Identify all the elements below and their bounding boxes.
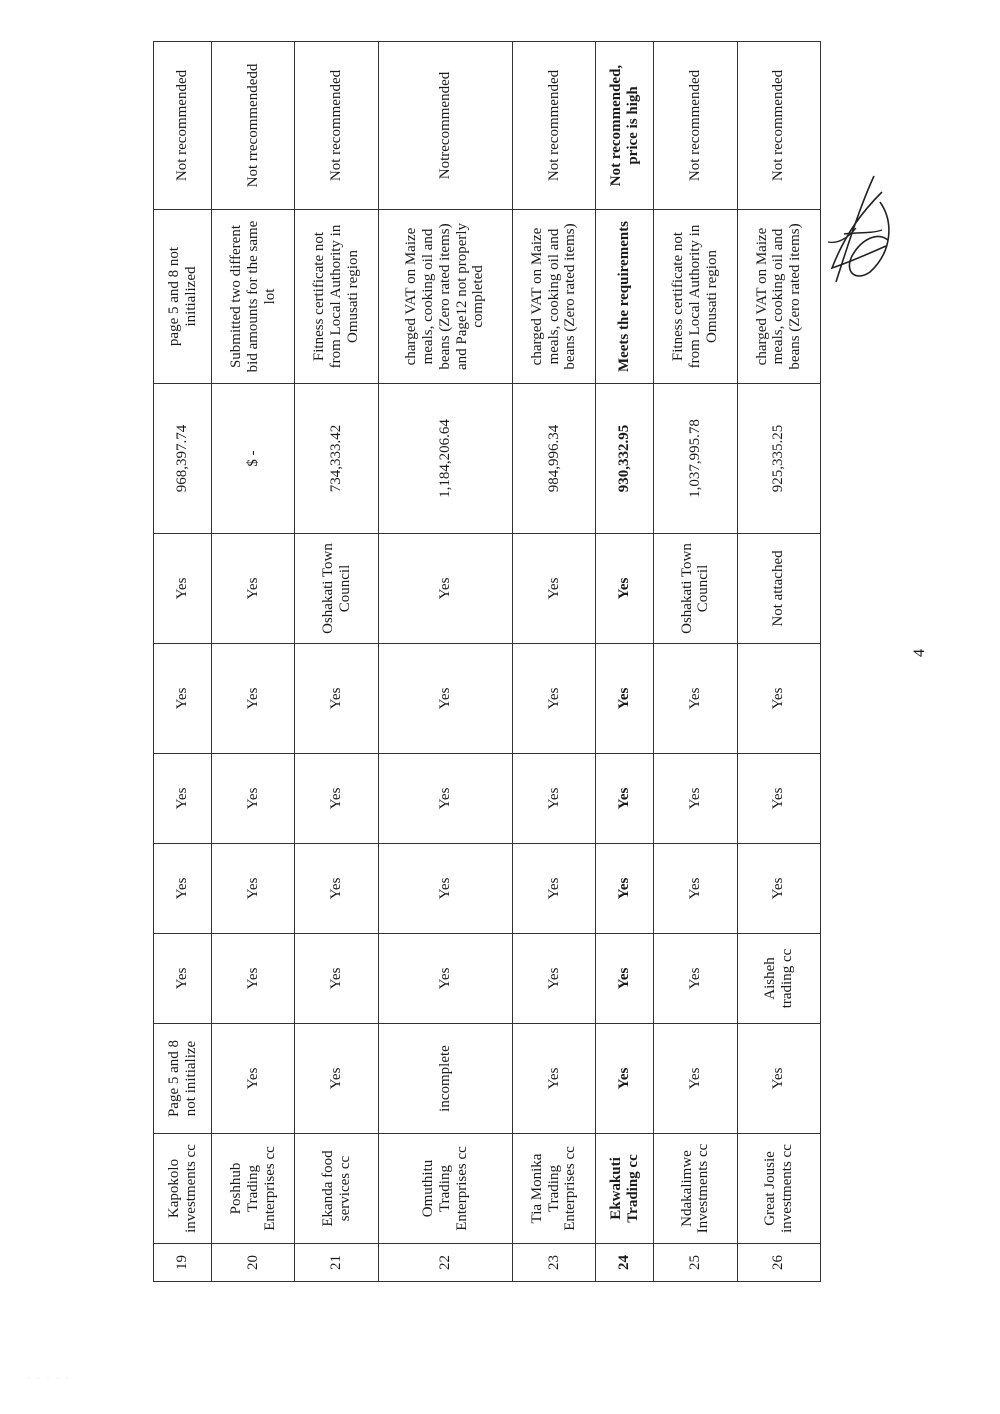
evaluation-comment-cell: Fitness certificate not from Local Authority in Omusati region — [654, 210, 737, 384]
criterion-2-cell: Yes — [654, 934, 737, 1024]
bid-amount-cell: $ - — [212, 384, 295, 534]
evaluation-comment-cell: charged VAT on Maize meals, cooking oil and beans (Zero rated items) — [512, 210, 595, 384]
table-body — [154, 42, 821, 1282]
bid-amount-cell: 1,184,206.64 — [378, 384, 512, 534]
criterion-1-cell: Yes — [737, 1024, 820, 1134]
bid-amount-cell: 734,333.42 — [295, 384, 378, 534]
recommendation-cell: Not recommended — [654, 42, 737, 210]
recommendation-cell: Notrecommended — [378, 42, 512, 210]
criterion-4-cell: Yes — [295, 754, 378, 844]
bidder-name-cell: Great Jousie investments cc — [737, 1134, 820, 1244]
criterion-4-cell: Yes — [512, 754, 595, 844]
criterion-4-cell: Yes — [378, 754, 512, 844]
row-number-cell: 19 — [154, 1244, 212, 1282]
criterion-3-cell: Yes — [295, 844, 378, 934]
table-row — [154, 42, 212, 1282]
row-number-cell: 25 — [654, 1244, 737, 1282]
criterion-2-cell: Yes — [512, 934, 595, 1024]
criterion-3-cell: Yes — [212, 844, 295, 934]
fitness-certificate-cell: Yes — [378, 534, 512, 644]
row-number-cell: 26 — [737, 1244, 820, 1282]
recommendation-cell: Not rrecommendedd — [212, 42, 295, 210]
fitness-certificate-cell: Yes — [154, 534, 212, 644]
criterion-5-cell: Yes — [154, 644, 212, 754]
recommendation-cell: Not recommended, price is high — [596, 42, 654, 210]
table-row — [378, 42, 512, 1282]
page-number: 4 — [911, 649, 928, 657]
row-number-cell: 21 — [295, 1244, 378, 1282]
criterion-3-cell: Yes — [512, 844, 595, 934]
bidder-name-cell: Poshhub Trading Enterprises cc — [212, 1134, 295, 1244]
criterion-3-cell: Yes — [737, 844, 820, 934]
handwritten-signature — [822, 172, 902, 290]
criterion-5-cell: Yes — [654, 644, 737, 754]
criterion-1-cell: Yes — [654, 1024, 737, 1134]
table-row — [737, 42, 820, 1282]
row-number-cell: 24 — [596, 1244, 654, 1282]
criterion-3-cell: Yes — [154, 844, 212, 934]
evaluation-comment-cell: Submitted two different bid amounts for the same lot — [212, 210, 295, 384]
criterion-4-cell: Yes — [212, 754, 295, 844]
scan-artifact: · · · · · — [28, 1376, 71, 1382]
row-number-cell: 20 — [212, 1244, 295, 1282]
bid-amount-cell: 930,332.95 — [596, 384, 654, 534]
criterion-4-cell: Yes — [654, 754, 737, 844]
table-row — [212, 42, 295, 1282]
criterion-2-cell: Yes — [295, 934, 378, 1024]
bidder-name-cell: Ndakalimwe Investments cc — [654, 1134, 737, 1244]
criterion-5-cell: Yes — [378, 644, 512, 754]
evaluation-comment-cell: Meets the requirements — [596, 210, 654, 384]
recommendation-cell: Not recommended — [737, 42, 820, 210]
evaluation-comment-cell: charged VAT on Maize meals, cooking oil and beans (Zero rated items) — [737, 210, 820, 384]
criterion-3-cell: Yes — [378, 844, 512, 934]
criterion-4-cell: Yes — [154, 754, 212, 844]
recommendation-cell: Not recommended — [512, 42, 595, 210]
row-number-cell: 22 — [378, 1244, 512, 1282]
table-row — [654, 42, 737, 1282]
criterion-1-cell: Page 5 and 8 not initialize — [154, 1024, 212, 1134]
criterion-5-cell: Yes — [212, 644, 295, 754]
table-row — [596, 42, 654, 1282]
criterion-1-cell: Yes — [512, 1024, 595, 1134]
evaluation-comment-cell: charged VAT on Maize meals, cooking oil and beans (Zero rated items) and Page12 not properly completed — [378, 210, 512, 384]
row-number-cell: 23 — [512, 1244, 595, 1282]
criterion-4-cell: Yes — [737, 754, 820, 844]
evaluation-comment-cell: page 5 and 8 not initialized — [154, 210, 212, 384]
criterion-2-cell: Yes — [596, 934, 654, 1024]
criterion-5-cell: Yes — [512, 644, 595, 754]
criterion-1-cell: Yes — [596, 1024, 654, 1134]
table-row — [295, 42, 378, 1282]
criterion-2-cell: Yes — [378, 934, 512, 1024]
bidder-name-cell: Tia Monika Trading Enterprises cc — [512, 1134, 595, 1244]
bid-amount-cell: 925,335.25 — [737, 384, 820, 534]
criterion-3-cell: Yes — [654, 844, 737, 934]
criterion-2-cell: Aisheh trading cc — [737, 934, 820, 1024]
criterion-5-cell: Yes — [596, 644, 654, 754]
criterion-5-cell: Yes — [737, 644, 820, 754]
fitness-certificate-cell: Yes — [596, 534, 654, 644]
recommendation-cell: Not recommended — [295, 42, 378, 210]
recommendation-cell: Not recommended — [154, 42, 212, 210]
fitness-certificate-cell: Yes — [212, 534, 295, 644]
evaluation-comment-cell: Fitness certificate not from Local Authority in Omusati region — [295, 210, 378, 384]
criterion-1-cell: Yes — [295, 1024, 378, 1134]
criterion-2-cell: Yes — [154, 934, 212, 1024]
bid-amount-cell: 984,996.34 — [512, 384, 595, 534]
bidder-name-cell: Ekwakuti Trading cc — [596, 1134, 654, 1244]
bid-evaluation-table — [153, 41, 821, 1282]
fitness-certificate-cell: Oshakati Town Council — [295, 534, 378, 644]
criterion-1-cell: Yes — [212, 1024, 295, 1134]
criterion-1-cell: incomplete — [378, 1024, 512, 1134]
rotated-table-container — [153, 42, 821, 1282]
bidder-name-cell: Ekanda food services cc — [295, 1134, 378, 1244]
fitness-certificate-cell: Not attached — [737, 534, 820, 644]
fitness-certificate-cell: Oshakati Town Council — [654, 534, 737, 644]
table-row — [512, 42, 595, 1282]
bid-amount-cell: 968,397.74 — [154, 384, 212, 534]
criterion-2-cell: Yes — [212, 934, 295, 1024]
bid-amount-cell: 1,037,995.78 — [654, 384, 737, 534]
fitness-certificate-cell: Yes — [512, 534, 595, 644]
criterion-5-cell: Yes — [295, 644, 378, 754]
criterion-3-cell: Yes — [596, 844, 654, 934]
bidder-name-cell: Kapokolo investments cc — [154, 1134, 212, 1244]
bidder-name-cell: Omuthitu Trading Enterprises cc — [378, 1134, 512, 1244]
criterion-4-cell: Yes — [596, 754, 654, 844]
